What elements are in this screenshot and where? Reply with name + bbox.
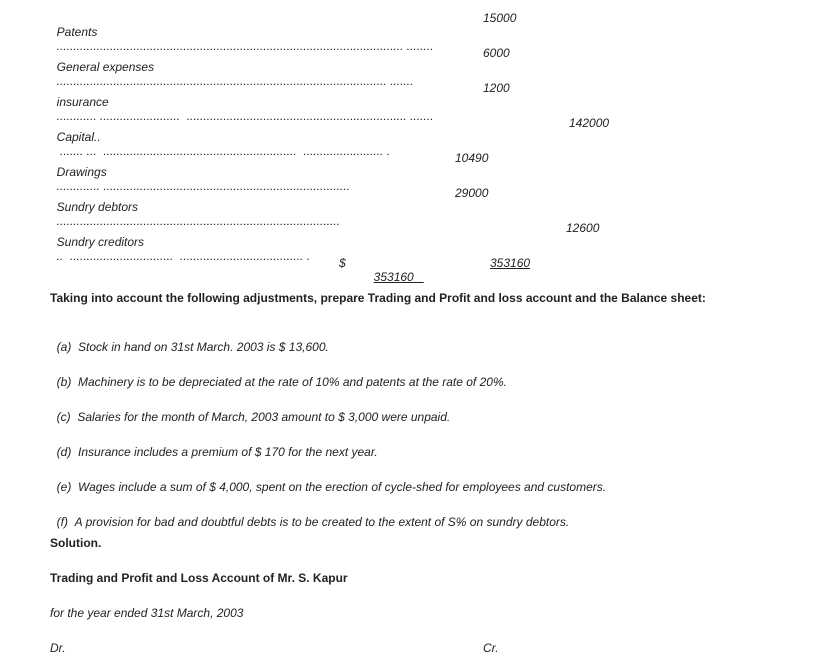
adjustment-marker: (e) [56,480,72,494]
adjustment-text: Stock in hand on 31st March. 2003 is $ 13,600. [78,340,329,354]
credit-amount: 142000 [569,116,610,130]
account-period: for the year ended 31st March, 2003 [50,606,244,620]
leader-dots: ........................................................................................................ ........ [56,39,434,53]
leader-dots: .. ............................... ..................................... . [56,249,311,263]
leader-dots: ..................................................................................... [56,214,341,228]
row-sundry-creditors [50,221,310,263]
adjustment-a [50,326,329,354]
currency-symbol: $ [339,256,346,270]
instructions: Taking into account the following adjustments, prepare Trading and Profit and loss account and the Balance sheet: [50,291,706,305]
adjustment-d [50,431,378,459]
debit-amount: 1200 [483,81,510,95]
row-label: Sundry debtors [56,200,139,214]
row-label: Sundry creditors [56,235,145,249]
adjustment-marker: (f) [56,515,68,529]
leader-dots: ............ ........................ .................................................................. ....... [56,109,434,123]
adjustment-f [50,501,569,529]
adjustment-marker: (d) [56,445,72,459]
leader-dots: ................................................................................................... ....... [56,74,414,88]
row-label: insurance [56,95,109,109]
total-debit-value: 353160 [373,270,414,284]
adjustment-text: Machinery is to be depreciated at the rate of 10% and patents at the rate of 20%. [78,375,507,389]
adjustment-marker: (a) [56,340,72,354]
row-label: Drawings [56,165,107,179]
adjustment-text: Salaries for the month of March, 2003 amount to $ 3,000 were unpaid. [77,410,451,424]
adjustment-marker: (b) [56,375,72,389]
debit-amount: 15000 [483,11,517,25]
debit-amount: 10490 [455,151,489,165]
row-label: General expenses [56,60,155,74]
total-credit: 353160 [490,256,531,270]
adjustment-c [50,396,450,424]
adjustment-e [50,466,606,494]
adjustment-b [50,361,507,389]
cr-label: Cr. [483,641,499,655]
leader-dots: ....... ... .......................................................... ........................ . [56,144,391,158]
row-label: Patents [56,25,98,39]
debit-amount: 6000 [483,46,510,60]
adjustment-text: Wages include a sum of $ 4,000, spent on the erection of cycle-shed for employees and customers. [78,480,607,494]
row-label: Capital.. [56,130,101,144]
credit-amount: 12600 [566,221,600,235]
adjustment-text: A provision for bad and doubtful debts is to be created to the extent of S% on sundry debtors. [74,515,570,529]
total-debit [367,256,424,284]
dr-label: Dr. [50,641,66,655]
solution-heading: Solution. [50,536,102,550]
account-title: Trading and Profit and Loss Account of Mr. S. Kapur [50,571,348,585]
adjustment-text: Insurance includes a premium of $ 170 for the next year. [78,445,378,459]
leader-dots: ............. .......................................................................... [56,179,351,193]
debit-amount: 29000 [455,186,489,200]
adjustment-marker: (c) [56,410,71,424]
